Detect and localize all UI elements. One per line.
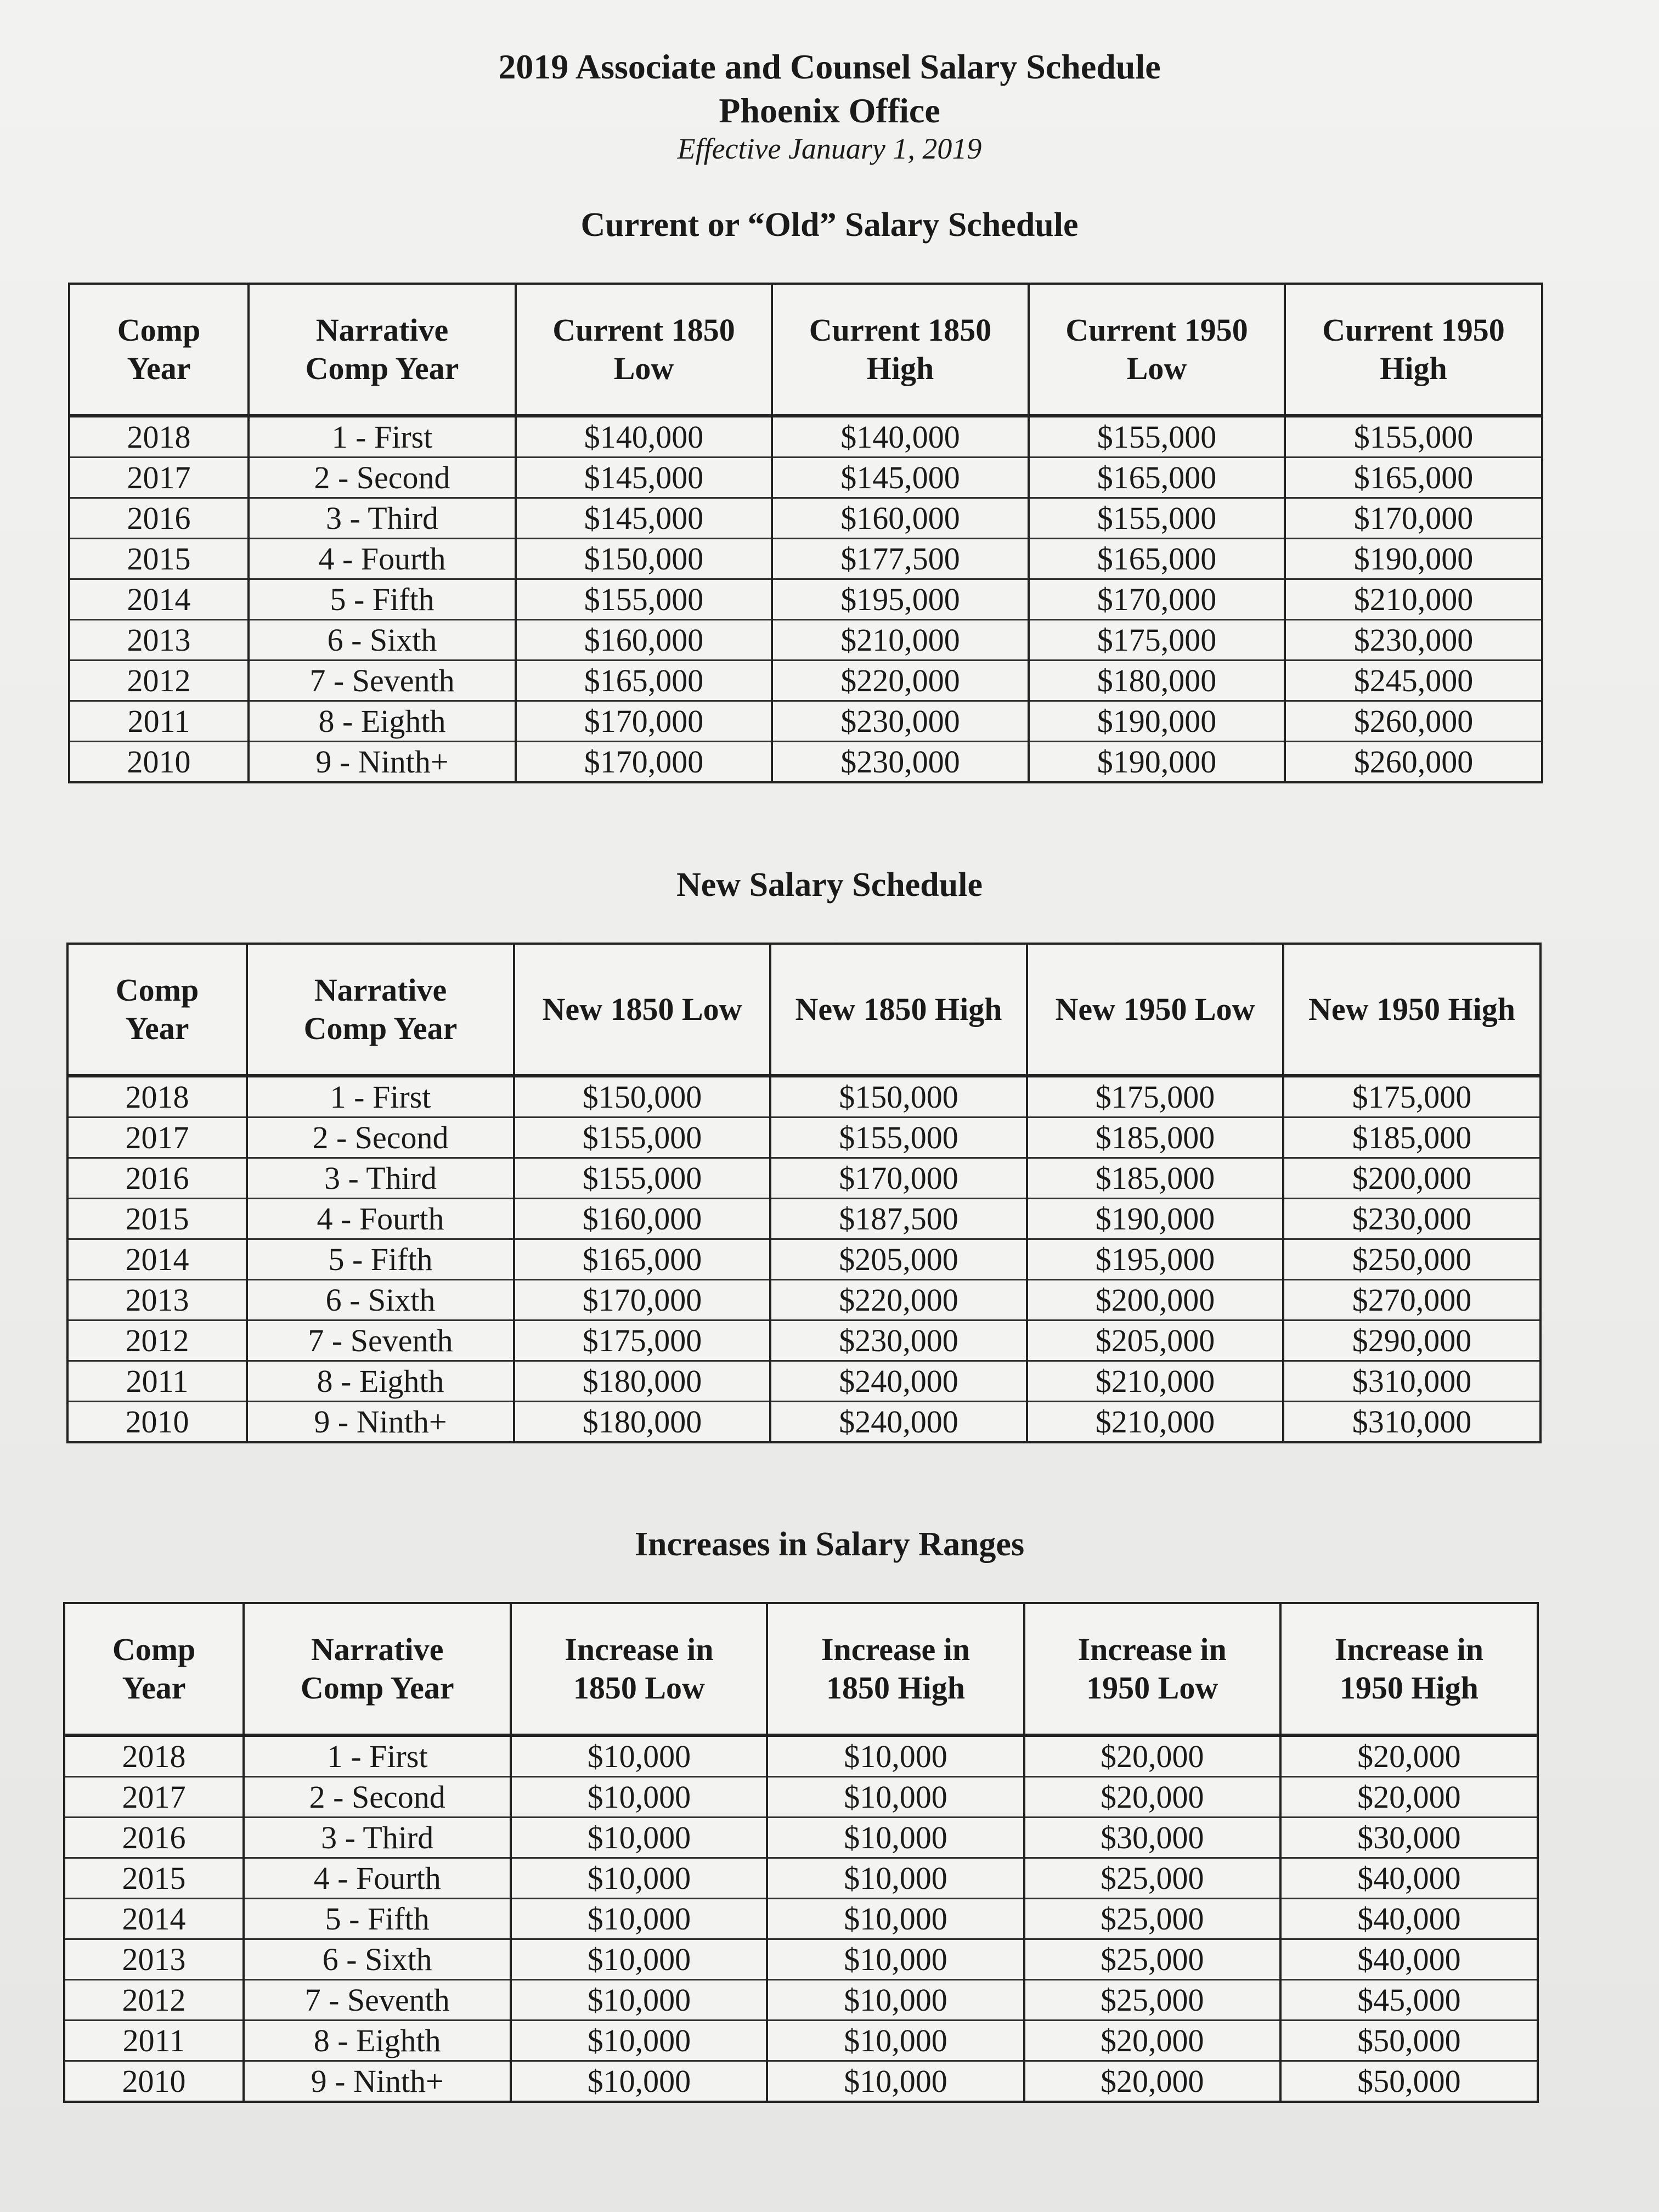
table-cell: $180,000 [514,1402,770,1443]
table-cell: $220,000 [772,661,1029,701]
table-cell: $190,000 [1027,1199,1283,1239]
table-cell: $175,000 [1029,620,1285,661]
header-row [64,1603,1538,1735]
table-cell: $170,000 [1029,579,1285,620]
table-cell: $220,000 [770,1280,1027,1321]
table-row [64,1980,1538,2021]
table-cell: $155,000 [1029,416,1285,458]
table-cell: $190,000 [1285,539,1542,579]
table-cell: 2017 [67,1118,247,1158]
effective-date: Effective January 1, 2019 [677,132,982,165]
table-row [67,1158,1541,1199]
table-cell: $165,000 [516,661,772,701]
table-cell: $165,000 [514,1239,770,1280]
table-cell: 2014 [69,579,249,620]
table-cell: $260,000 [1285,742,1542,783]
column-header: Narrative Comp Year [244,1603,511,1735]
table-cell: 2013 [69,620,249,661]
table-cell: $150,000 [516,539,772,579]
table-cell: $245,000 [1285,661,1542,701]
table-cell: $175,000 [1027,1076,1283,1118]
table-cell: $20,000 [1024,2021,1280,2061]
header-row [67,944,1541,1076]
table-cell: $40,000 [1280,1858,1538,1899]
table-cell: $50,000 [1280,2021,1538,2061]
table-cell: 5 - Fifth [247,1239,514,1280]
table-cell: 2013 [67,1280,247,1321]
table-cell: $140,000 [516,416,772,458]
increases-table [63,1602,1539,2103]
table-row [64,1735,1538,1777]
table-cell: 2010 [64,2061,244,2102]
table-row [64,1939,1538,1980]
table-cell: 7 - Seventh [249,661,516,701]
table-cell: 2015 [64,1858,244,1899]
table-cell: 2015 [69,539,249,579]
table-cell: 2014 [67,1239,247,1280]
column-header: Comp Year [64,1603,244,1735]
table-cell: $170,000 [1285,498,1542,539]
table-cell: 5 - Fifth [249,579,516,620]
table-cell: $155,000 [1285,416,1542,458]
table-cell: 2011 [64,2021,244,2061]
table-cell: $310,000 [1283,1402,1541,1443]
table-cell: $177,500 [772,539,1029,579]
column-header: Comp Year [69,284,249,416]
table-cell: 3 - Third [249,498,516,539]
table-cell: 2012 [64,1980,244,2021]
table-row [67,1118,1541,1158]
table-cell: $10,000 [511,1939,767,1980]
table-cell: $170,000 [770,1158,1027,1199]
table-cell: $185,000 [1027,1118,1283,1158]
table-cell: $145,000 [516,498,772,539]
table-cell: $205,000 [1027,1321,1283,1361]
table-cell: $10,000 [511,1980,767,2021]
column-header: New 1950 Low [1027,944,1283,1076]
table-cell: $170,000 [514,1280,770,1321]
table-cell: $190,000 [1029,742,1285,783]
current-salary-table [68,283,1543,783]
table-cell: 9 - Ninth+ [247,1402,514,1443]
table-cell: 2017 [64,1777,244,1818]
table-cell: $20,000 [1280,1735,1538,1777]
table-cell: $240,000 [770,1402,1027,1443]
table-row [67,1199,1541,1239]
table-cell: $140,000 [772,416,1029,458]
column-header: Current 1950 Low [1029,284,1285,416]
table-cell: $155,000 [1029,498,1285,539]
table-cell: 2012 [67,1321,247,1361]
table-cell: $25,000 [1024,1939,1280,1980]
table-cell: 2013 [64,1939,244,1980]
table-cell: $10,000 [767,1735,1024,1777]
table-cell: $10,000 [511,1899,767,1939]
table-cell: $10,000 [511,1818,767,1858]
column-header: Increase in 1950 Low [1024,1603,1280,1735]
column-header: Current 1850 High [772,284,1029,416]
table-row [69,579,1542,620]
table-cell: $10,000 [511,1735,767,1777]
table-cell: $10,000 [767,2061,1024,2102]
table-cell: $40,000 [1280,1939,1538,1980]
table-cell: $290,000 [1283,1321,1541,1361]
column-header: Narrative Comp Year [249,284,516,416]
table-row [64,1777,1538,1818]
table-cell: 2010 [67,1402,247,1443]
table-cell: $180,000 [1029,661,1285,701]
table-cell: 2 - Second [247,1118,514,1158]
table-cell: 2014 [64,1899,244,1939]
table-cell: 8 - Eighth [244,2021,511,2061]
table-cell: 6 - Sixth [247,1280,514,1321]
table-row [69,458,1542,498]
table-cell: $20,000 [1280,1777,1538,1818]
table-cell: $210,000 [1027,1402,1283,1443]
table-cell: $10,000 [767,1899,1024,1939]
table-row [64,1899,1538,1939]
table-cell: $165,000 [1285,458,1542,498]
table-cell: 2011 [67,1361,247,1402]
table-row [69,498,1542,539]
table-cell: $10,000 [511,1858,767,1899]
office-name: Phoenix Office [719,91,940,130]
table-cell: $175,000 [514,1321,770,1361]
table-cell: 2010 [69,742,249,783]
table-cell: 2016 [64,1818,244,1858]
table-row [69,742,1542,783]
table-cell: 2018 [69,416,249,458]
table-cell: $155,000 [514,1158,770,1199]
column-header: Current 1950 High [1285,284,1542,416]
table-cell: $40,000 [1280,1899,1538,1939]
table-cell: $10,000 [767,1858,1024,1899]
new-salary-table [66,943,1542,1443]
table-row [64,1818,1538,1858]
table-cell: $160,000 [516,620,772,661]
table-cell: $10,000 [767,1980,1024,2021]
column-header: New 1850 High [770,944,1027,1076]
table-cell: 3 - Third [247,1158,514,1199]
table-cell: $10,000 [767,1939,1024,1980]
table-cell: $310,000 [1283,1361,1541,1402]
table-cell: $10,000 [767,2021,1024,2061]
table-cell: $160,000 [514,1199,770,1239]
table-cell: $240,000 [770,1361,1027,1402]
table-cell: 2018 [64,1735,244,1777]
table-cell: $195,000 [1027,1239,1283,1280]
table-cell: 7 - Seventh [247,1321,514,1361]
column-header: Increase in 1850 High [767,1603,1024,1735]
column-header: Increase in 1850 Low [511,1603,767,1735]
table-row [69,620,1542,661]
table-row [67,1321,1541,1361]
table-cell: $185,000 [1027,1158,1283,1199]
table-cell: $165,000 [1029,458,1285,498]
table-cell: 2017 [69,458,249,498]
table-cell: $25,000 [1024,1899,1280,1939]
table-cell: $10,000 [511,2021,767,2061]
table-row [64,1858,1538,1899]
table-cell: $260,000 [1285,701,1542,742]
table-row [64,2021,1538,2061]
table-cell: $20,000 [1024,2061,1280,2102]
table-row [69,701,1542,742]
table-cell: $170,000 [516,701,772,742]
table-cell: $10,000 [767,1777,1024,1818]
table-cell: $150,000 [770,1076,1027,1118]
table-cell: $10,000 [511,2061,767,2102]
table-cell: $180,000 [514,1361,770,1402]
table-cell: $190,000 [1029,701,1285,742]
column-header: Comp Year [67,944,247,1076]
table-row [69,416,1542,458]
table-cell: 7 - Seventh [244,1980,511,2021]
column-header: Narrative Comp Year [247,944,514,1076]
table-cell: $210,000 [1285,579,1542,620]
table-cell: $160,000 [772,498,1029,539]
table-cell: 8 - Eighth [249,701,516,742]
table-cell: 9 - Ninth+ [249,742,516,783]
column-header: Current 1850 Low [516,284,772,416]
table-cell: $155,000 [514,1118,770,1158]
table-cell: 1 - First [244,1735,511,1777]
table-cell: $155,000 [770,1118,1027,1158]
table-cell: $25,000 [1024,1858,1280,1899]
table-row [64,2061,1538,2102]
table-cell: $30,000 [1280,1818,1538,1858]
table-cell: 1 - First [247,1076,514,1118]
table-cell: 6 - Sixth [249,620,516,661]
table-cell: $145,000 [772,458,1029,498]
table-cell: $175,000 [1283,1076,1541,1118]
table-cell: $170,000 [516,742,772,783]
table-cell: $210,000 [772,620,1029,661]
table-row [67,1076,1541,1118]
table-cell: 2012 [69,661,249,701]
table-cell: $230,000 [772,742,1029,783]
column-header: New 1850 Low [514,944,770,1076]
table-cell: $270,000 [1283,1280,1541,1321]
table-cell: $210,000 [1027,1361,1283,1402]
table-cell: $230,000 [772,701,1029,742]
table-cell: 3 - Third [244,1818,511,1858]
document-title: 2019 Associate and Counsel Salary Schedule [498,47,1161,86]
table-row [69,539,1542,579]
table-cell: 2011 [69,701,249,742]
new-schedule-title: New Salary Schedule [676,866,983,904]
table-cell: $45,000 [1280,1980,1538,2021]
table-cell: $50,000 [1280,2061,1538,2102]
table-cell: $200,000 [1027,1280,1283,1321]
table-cell: $187,500 [770,1199,1027,1239]
table-cell: $250,000 [1283,1239,1541,1280]
table-cell: 6 - Sixth [244,1939,511,1980]
header-row [69,284,1542,416]
table-cell: 2016 [69,498,249,539]
table-cell: 4 - Fourth [249,539,516,579]
table-cell: $10,000 [511,1777,767,1818]
table-cell: $25,000 [1024,1980,1280,2021]
table-cell: $205,000 [770,1239,1027,1280]
table-cell: $30,000 [1024,1818,1280,1858]
table-cell: $10,000 [767,1818,1024,1858]
table-cell: $20,000 [1024,1777,1280,1818]
table-row [67,1402,1541,1443]
table-cell: $185,000 [1283,1118,1541,1158]
table-cell: $195,000 [772,579,1029,620]
column-header: New 1950 High [1283,944,1541,1076]
table-cell: $230,000 [1283,1199,1541,1239]
table-cell: $155,000 [516,579,772,620]
table-cell: $150,000 [514,1076,770,1118]
increases-title: Increases in Salary Ranges [634,1526,1025,1563]
table-cell: 4 - Fourth [244,1858,511,1899]
table-cell: 4 - Fourth [247,1199,514,1239]
table-cell: $165,000 [1029,539,1285,579]
table-cell: $230,000 [1285,620,1542,661]
table-row [67,1280,1541,1321]
table-cell: $200,000 [1283,1158,1541,1199]
table-cell: 2016 [67,1158,247,1199]
table-cell: 2 - Second [244,1777,511,1818]
table-cell: 2018 [67,1076,247,1118]
table-row [67,1239,1541,1280]
table-cell: 5 - Fifth [244,1899,511,1939]
table-row [69,661,1542,701]
table-cell: 1 - First [249,416,516,458]
table-cell: $145,000 [516,458,772,498]
table-cell: 8 - Eighth [247,1361,514,1402]
table-cell: 9 - Ninth+ [244,2061,511,2102]
column-header: Increase in 1950 High [1280,1603,1538,1735]
table-cell: 2 - Second [249,458,516,498]
table-cell: $20,000 [1024,1735,1280,1777]
table-cell: 2015 [67,1199,247,1239]
current-schedule-title: Current or “Old” Salary Schedule [580,206,1079,244]
table-cell: $230,000 [770,1321,1027,1361]
table-row [67,1361,1541,1402]
